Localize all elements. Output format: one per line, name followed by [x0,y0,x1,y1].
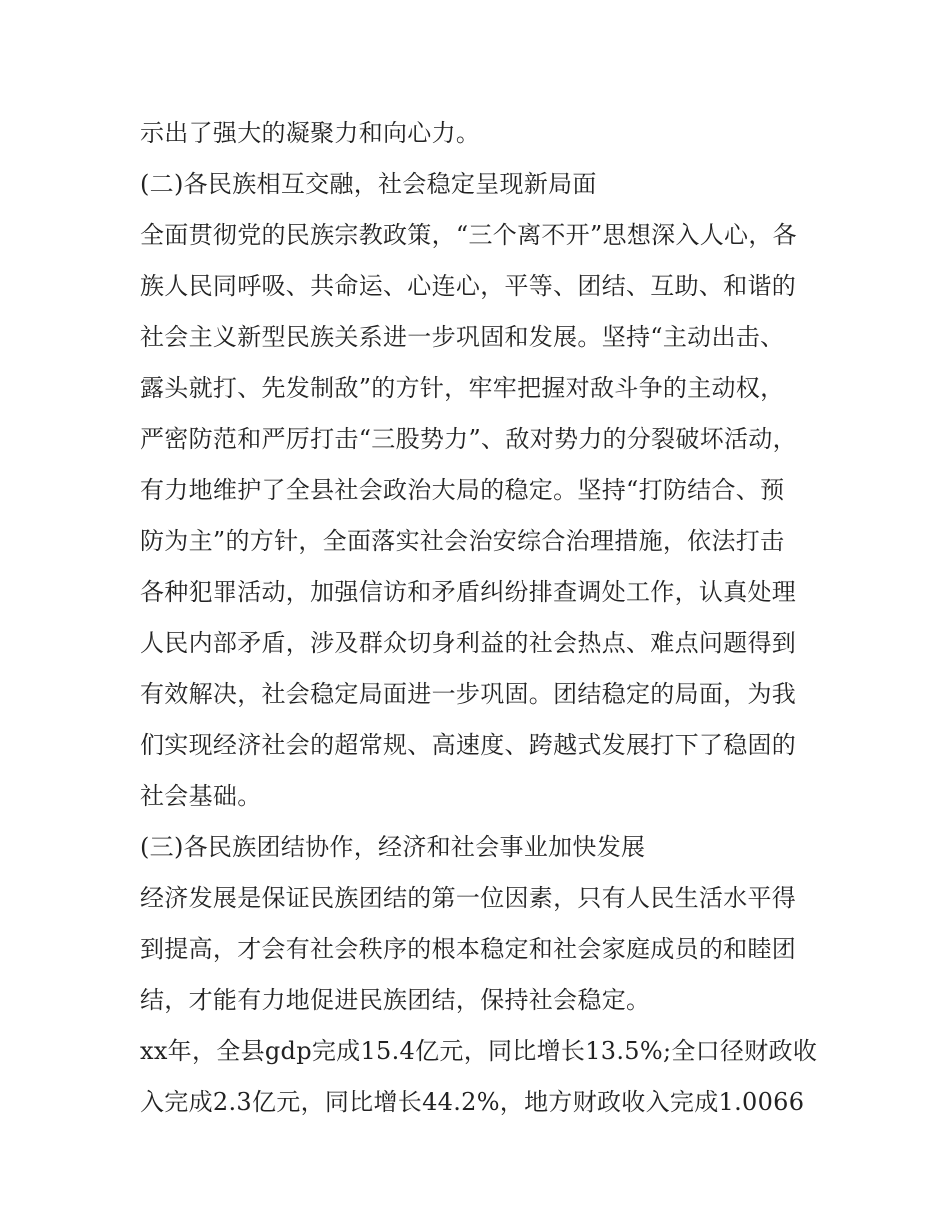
body-line: 结，才能有力地促进民族团结，保持社会稳定。 [140,986,651,1014]
body-line: xx年，全县gdp完成15.4亿元，同比增长13.5%;全口径财政收 [140,1037,818,1065]
section-heading: (二)各民族相互交融，社会稳定呈现新局面 [140,170,597,198]
body-line: 露头就打、先发制敌”的方针，牢牢把握对敌斗争的主动权， [140,374,785,402]
body-line: 严密防范和严厉打击“三股势力”、敌对势力的分裂破坏活动， [140,425,797,453]
body-line: 示出了强大的凝聚力和向心力。 [140,119,481,147]
body-line: 到提高，才会有社会秩序的根本稳定和社会家庭成员的和睦团 [140,935,797,963]
body-line: 人民内部矛盾，涉及群众切身利益的社会热点、难点问题得到 [140,629,797,657]
body-line: 有效解决，社会稳定局面进一步巩固。团结稳定的局面，为我 [140,680,797,708]
body-line: 各种犯罪活动，加强信访和矛盾纠纷排查调处工作，认真处理 [140,578,797,606]
body-line: 社会主义新型民族关系进一步巩固和发展。坚持“主动出击、 [140,323,785,351]
body-line: 有力地维护了全县社会政治大局的稳定。坚持“打防结合、预 [140,476,785,504]
body-line: 入完成2.3亿元，同比增长44.2%，地方财政收入完成1.0066 [140,1088,805,1116]
body-line: 全面贯彻党的民族宗教政策，“三个离不开”思想深入人心，各 [140,221,797,249]
body-line: 们实现经济社会的超常规、高速度、跨越式发展打下了稳固的 [140,731,797,759]
body-line: 社会基础。 [140,782,262,810]
body-line: 经济发展是保证民族团结的第一位因素，只有人民生活水平得 [140,884,797,912]
body-line: 族人民同呼吸、共命运、心连心，平等、团结、互助、和谐的 [140,272,797,300]
section-heading: (三)各民族团结协作，经济和社会事业加快发展 [140,833,646,861]
document-page [140,108,820,1128]
body-line: 防为主”的方针，全面落实社会治安综合治理措施，依法打击 [140,527,785,555]
